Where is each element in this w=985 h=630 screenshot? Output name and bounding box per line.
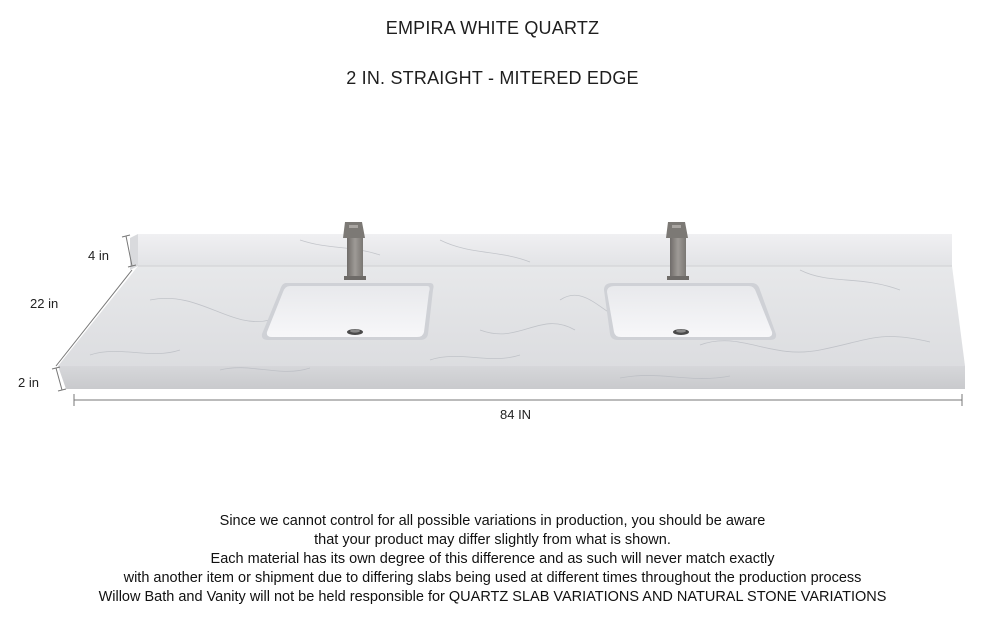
right-sink: [604, 283, 776, 340]
disclaimer-line: Each material has its own degree of this difference and as such will never match exactly: [210, 551, 775, 567]
disclaimer-line: that your product may differ slightly from what is shown.: [314, 532, 671, 548]
depth-label: 22 in: [30, 296, 59, 311]
disclaimer-line: Willow Bath and Vanity will not be held responsible for QUARTZ SLAB VARIATIONS AND NATURAL STONE VARIATIONS: [98, 589, 887, 605]
backsplash-height-label: 4 in: [88, 248, 109, 263]
countertop-surface: [58, 266, 965, 366]
disclaimer-line: with another item or shipment due to differing slabs being used at different times throughout the production process: [123, 570, 862, 586]
backsplash: [138, 234, 952, 266]
width-label: 84 IN: [500, 407, 532, 422]
edge-thickness-label: 2 in: [18, 375, 39, 390]
edge-profile: 2 IN. STRAIGHT - MITERED EDGE: [346, 68, 639, 88]
disclaimer: [0, 512, 985, 607]
left-sink: [262, 283, 434, 340]
product-name: EMPIRA WHITE QUARTZ: [385, 18, 600, 38]
disclaimer-line: Since we cannot control for all possible variations in production, you should be aware: [219, 513, 766, 529]
countertop-front-edge: [58, 366, 965, 389]
